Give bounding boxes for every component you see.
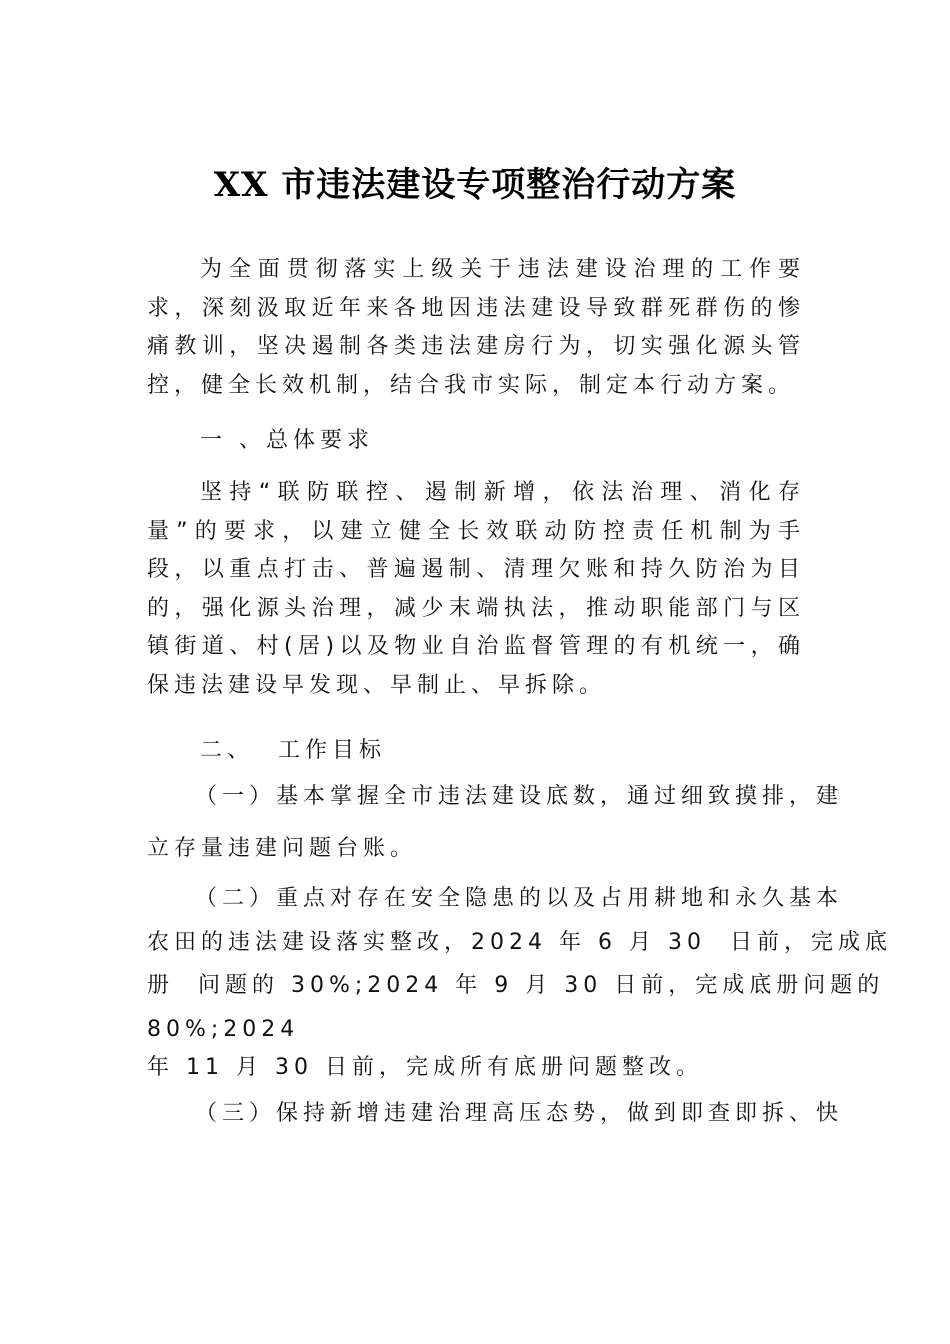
goal-item-2-line-2: 农田的违法建设落实整改，2024 年 6 月 30 日前，完成底: [147, 930, 892, 955]
document-title: XX 市违法建设专项整治行动方案: [213, 165, 737, 205]
intro-paragraph: 为全面贯彻落实上级关于违法建设治理的工作要求，深刻汲取近年来各地因违法建设导致群死群伤的惨痛教训，坚决遏制各类违法建房行为，切实强化源头管控，健全长效机制，结合我市实际，制定本行动方案。: [147, 257, 805, 398]
goal-item-2-line-1: （二）重点对存在安全隐患的以及占用耕地和永久基本: [195, 886, 844, 911]
goal-item-1-line-1: （一）基本掌握全市违法建设底数，通过细致摸排，建: [195, 784, 844, 809]
goal-item-1-line-2: 立存量违建问题台账。: [147, 836, 418, 861]
goal-item-2-line-3: 册 问题的 30%;2024 年 9 月 30 日前，完成底册问题的: [147, 973, 885, 998]
goal-item-3-line-1: （三）保持新增违建治理高压态势，做到即查即拆、快: [195, 1101, 844, 1126]
goal-item-2-line-5: 年 11 月 30 日前，完成所有底册问题整改。: [147, 1055, 703, 1080]
section-heading-general-requirements: 一 、总体要求: [200, 428, 374, 453]
section-heading-work-goals: 二、 工作目标: [200, 738, 386, 763]
general-requirements-paragraph: 坚持“联防联控、遏制新增，依法治理、消化存量”的要求，以建立健全长效联动防控责任机制为手段，以重点打击、普遍遏制、清理欠账和持久防治为目的，强化源头治理，减少末端执法，推动职能部门与区镇街道、村(居)以及物业自治监督管理的有机统一，确保违法建设早发现、早制止、早拆除。: [147, 480, 805, 698]
goal-item-2-line-4: 80%;2024: [147, 1017, 300, 1042]
